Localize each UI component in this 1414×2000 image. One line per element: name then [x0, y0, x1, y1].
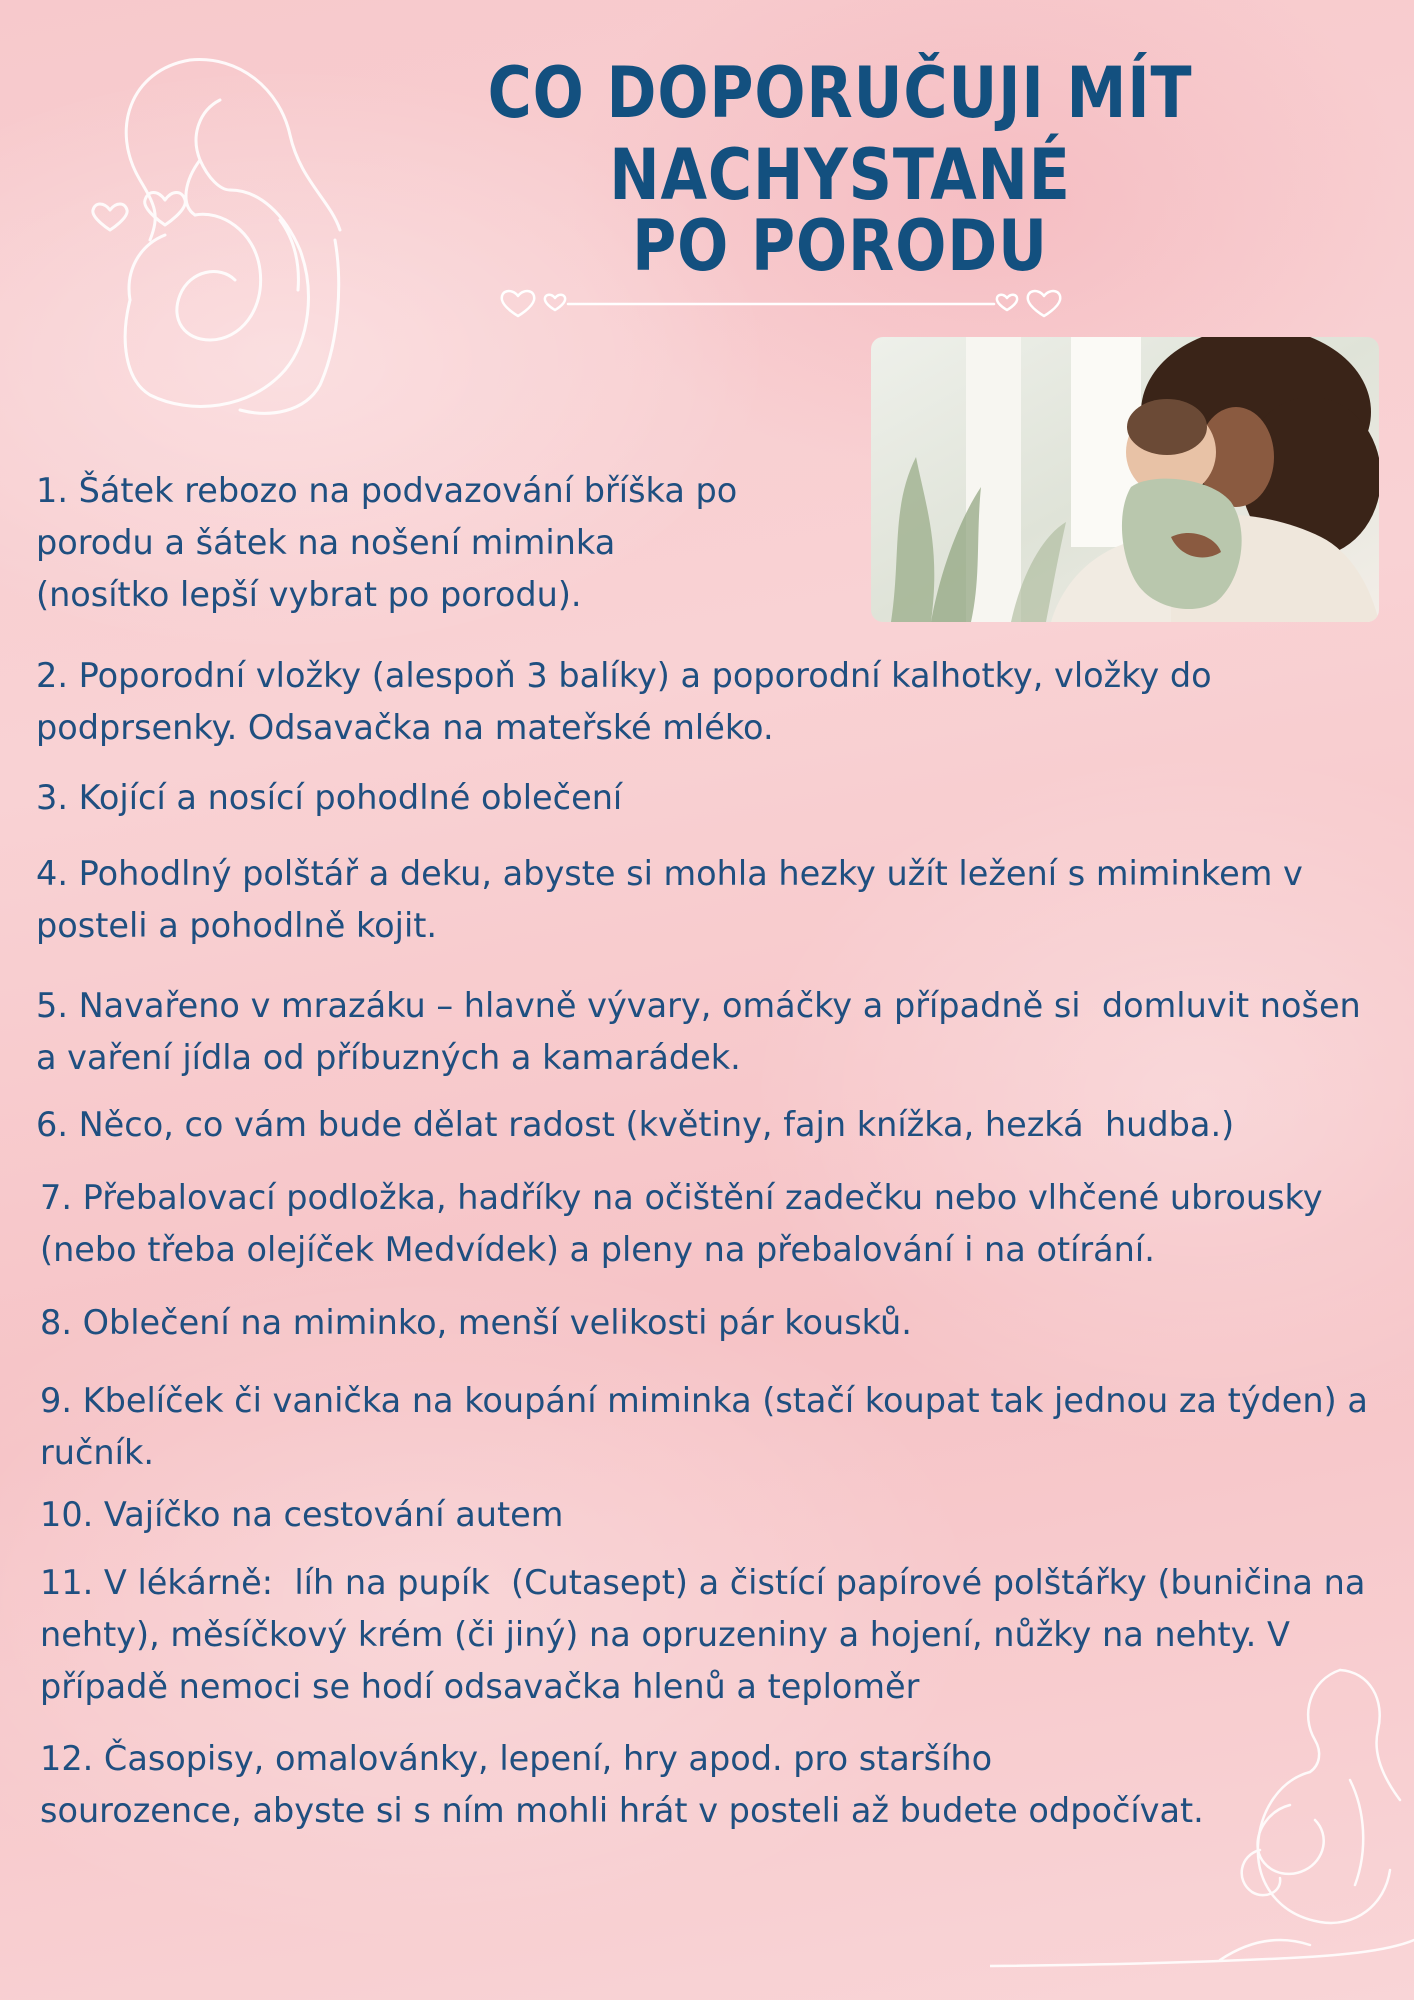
page-title: CO DOPORUČUJI MÍT NACHYSTANÉ [487, 52, 1193, 216]
list-item: 1. Šátek rebozo na podvazování bříška po porodu a šátek na nošení miminka (nosítko lepší vybrat po porodu). [36, 471, 738, 614]
list-item: 12. Časopisy, omalovánky, lepení, hry apod. pro staršího sourozence, abyste si s ním mohli hrát v posteli až budete odpočívat. [40, 1739, 1204, 1830]
list-item: 4. Pohodlný polštář a deku, abyste si mohla hezky užít ležení s miminkem v posteli a pohodlně kojit. [36, 854, 1303, 945]
list-item: 2. Poporodní vložky (alespoň 3 balíky) a poporodní kalhotky, vložky do podprsenky. Odsavačka na mateřské mléko. [36, 656, 1212, 747]
list-item: 10. Vajíčko na cestování autem [40, 1495, 564, 1534]
page-subtitle: PO PORODU [632, 205, 1048, 287]
mother-with-baby-photo [871, 337, 1379, 622]
list-item: 7. Přebalovací podložka, hadříky na očištění zadečku nebo vlhčené ubrousky (nebo třeba olejíček Medvídek) a pleny na přebalování i na otírání. [40, 1178, 1323, 1269]
list-item: 9. Kbelíček či vanička na koupání miminka (stačí koupat tak jednou za týden) a ručník. [40, 1381, 1368, 1472]
hearts-divider-icon [498, 286, 1064, 320]
mother-baby-outline-icon [990, 1660, 1414, 1980]
list-item: 3. Kojící a nosící pohodlné oblečení [36, 778, 623, 817]
list-item: 8. Oblečení na miminko, menší velikosti pár kousků. [40, 1303, 912, 1342]
list-item: 5. Navařeno v mrazáku – hlavně vývary, omáčky a případně si domluvit nošen a vaření jídla od příbuzných a kamarádek. [36, 986, 1361, 1077]
list-item: 11. V lékárně: líh na pupík (Cutasept) a čistící papírové polštářky (buničina na nehty), měsíčkový krém (či jiný) na opruzeniny a hojení, nůžky na nehty. V případě nemoci se hodí odsavačka hlenů a teploměr [40, 1563, 1366, 1706]
list-item: 6. Něco, co vám bude dělat radost (květiny, fajn knížka, hezká hudba.) [36, 1105, 1235, 1144]
mother-baby-outline-icon [70, 40, 370, 420]
